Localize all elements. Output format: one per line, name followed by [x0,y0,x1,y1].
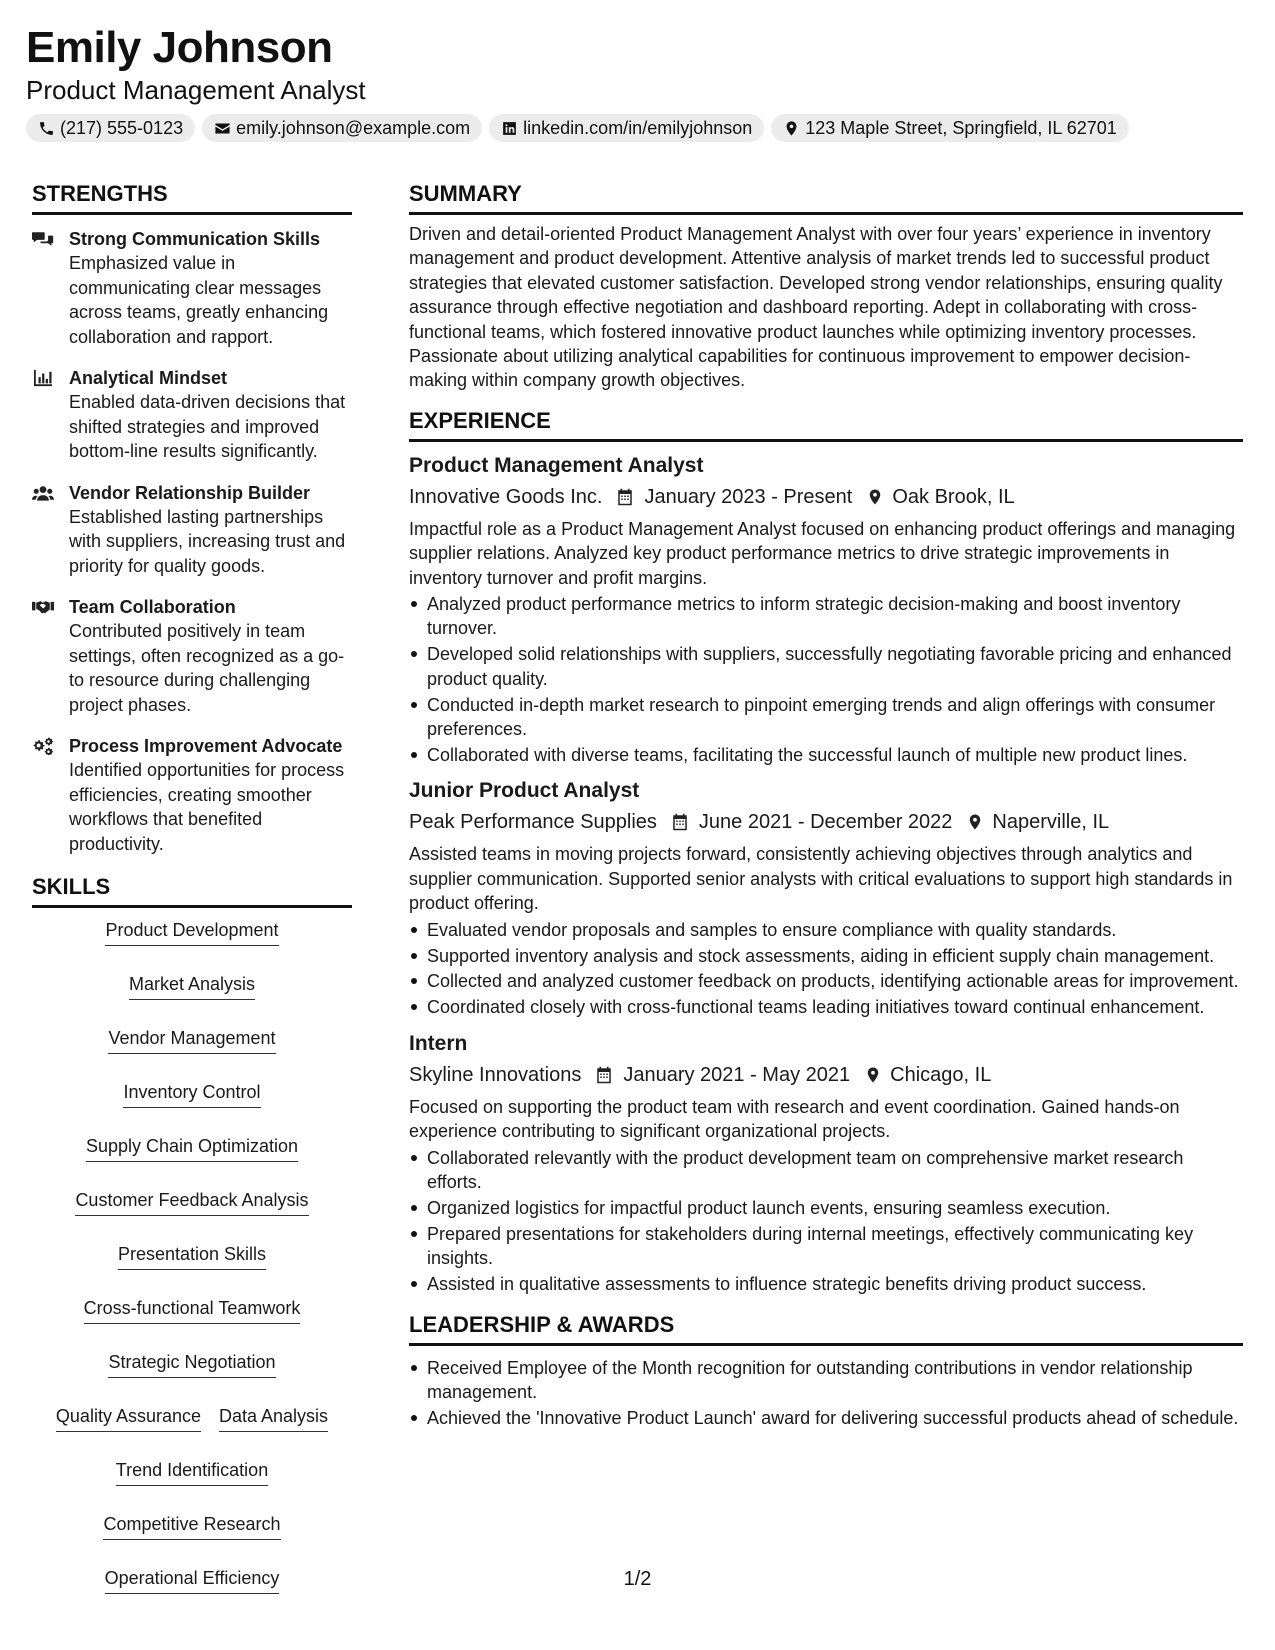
contact-address [771,114,1129,142]
calendar-icon [616,488,634,506]
strength-item [32,227,352,349]
gears-icon [32,737,54,755]
map-pin-icon [966,813,984,831]
job-location: Naperville, IL [992,811,1110,834]
linkedin-icon [501,120,518,137]
page-number: 1/2 [623,1568,652,1590]
list-item: Organized logistics for impactful product launch events, ensuring seamless execution. [409,1196,1243,1220]
candidate-name: Emily Johnson [26,23,333,72]
job-bullets [409,918,1243,1020]
contact-email-text: emily.johnson@example.com [236,117,471,138]
skill-tag: Inventory Control [123,1080,260,1108]
strength-desc: Enabled data-driven decisions that shifted strategies and improved bottom-line results significantly. [69,392,346,461]
skill-tag: Operational Efficiency [105,1566,280,1594]
skill-tag: Cross-functional Teamwork [84,1296,301,1324]
list-item: Received Employee of the Month recognition for outstanding contributions in vendor relationship management. [409,1356,1243,1405]
skill-tag: Competitive Research [103,1512,280,1540]
calendar-icon [595,1066,613,1084]
job-description: Assisted teams in moving projects forward, consistently achieving objectives through analytics and supplier communication. Supported senior analysts with critical evaluations to support high standards in product offering. [409,844,1233,914]
left-column [32,180,352,1594]
phone-icon [38,120,55,137]
list-item: Prepared presentations for stakeholders during internal meetings, effectively communicating key insights. [409,1222,1243,1271]
envelope-icon [214,120,231,137]
awards-list [409,1356,1243,1431]
skill-tag: Product Development [105,918,278,946]
users-icon [32,484,54,502]
handshake-icon [32,598,54,616]
strength-item [32,481,352,579]
resume-header [26,22,1256,142]
contact-phone-text: (217) 555-0123 [60,117,184,138]
skill-tag: Presentation Skills [118,1242,266,1270]
map-pin-icon [783,120,800,137]
job-entry [409,1030,1243,1297]
summary-heading: SUMMARY [409,180,1243,215]
awards-section [409,1311,1243,1431]
summary-section [409,180,1243,393]
job-dates: June 2021 - December 2022 [698,811,953,834]
skill-tag: Customer Feedback Analysis [75,1188,308,1216]
contact-address-text: 123 Maple Street, Springfield, IL 62701 [805,117,1117,138]
list-item: Assisted in qualitative assessments to influence strategic benefits driving product success. [409,1272,1243,1296]
skill-tag: Quality Assurance [56,1404,201,1432]
strengths-heading: STRENGTHS [32,180,352,215]
comments-icon [32,230,54,248]
job-bullets [409,1146,1243,1297]
job-title: Product Management Analyst [409,453,704,477]
list-item: Collaborated with diverse teams, facilitating the successful launch of multiple new product lines. [409,743,1243,767]
skills-list [32,918,352,1594]
job-title: Intern [409,1031,468,1055]
strength-title: Process Improvement Advocate [69,736,343,756]
job-dates: January 2023 - Present [644,485,853,508]
strength-item [32,734,352,856]
map-pin-icon [866,488,884,506]
job-company: Peak Performance Supplies [409,811,657,834]
list-item: Coordinated closely with cross-functional teams leading initiatives toward continual enhancement. [409,995,1243,1019]
list-item: Collected and analyzed customer feedback on products, identifying actionable areas for improvement. [409,969,1243,993]
list-item: Conducted in-depth market research to pinpoint emerging trends and align offerings with consumer preferences. [409,693,1243,742]
strength-title: Vendor Relationship Builder [69,482,311,503]
strength-desc: Established lasting partnerships with suppliers, increasing trust and priority for quality goods. [69,506,346,576]
strength-title: Strong Communication Skills [69,229,321,249]
job-bullets [409,592,1243,767]
list-item: Analyzed product performance metrics to inform strategic decision-making and boost inventory turnover. [409,592,1243,641]
bar-chart-icon [32,369,54,387]
list-item: Collaborated relevantly with the product development team on comprehensive market research efforts. [409,1146,1243,1195]
job-entry [409,452,1243,768]
awards-heading: LEADERSHIP & AWARDS [409,1311,1243,1346]
contact-email[interactable] [202,114,482,142]
skill-tag: Trend Identification [116,1458,268,1486]
skill-tag: Data Analysis [219,1404,328,1432]
job-company: Innovative Goods Inc. [409,485,603,508]
job-location: Oak Brook, IL [892,485,1015,508]
strength-desc: Identified opportunities for process efficiencies, creating smoother workflows that benefited productivity. [69,760,345,854]
list-item: Supported inventory analysis and stock assessments, aiding in efficient supply chain management. [409,944,1243,968]
right-column [409,180,1243,1432]
job-entry [409,777,1243,1019]
strength-title: Analytical Mindset [69,368,228,388]
summary-text: Driven and detail-oriented Product Management Analyst with over four years’ experience in inventory management and product development. Attentive analysis of market trends led to successful product strategies that elevated customer satisfaction. Developed strong vendor relationships, ensuring quality assurance through effective negotiation and dashboard reporting. Adept in collaborating with cross-functional teams, which fostered innovative product launches while optimizing inventory processes. Passionate about utilizing analytical capabilities for continuous improvement to empower decision-making within company growth objectives. [409,224,1223,391]
list-item: Evaluated vendor proposals and samples to ensure compliance with quality standards. [409,918,1243,942]
list-item: Developed solid relationships with suppliers, successfully negotiating favorable pricing and enhanced product quality. [409,642,1243,691]
list-item: Achieved the 'Innovative Product Launch' award for delivering successful products ahead of schedule. [409,1406,1243,1430]
contact-bar [26,114,1256,142]
contact-linkedin-text: linkedin.com/in/emilyjohnson [523,117,753,138]
skill-tag: Market Analysis [129,972,255,1000]
strength-item [32,595,352,717]
job-description: Focused on supporting the product team with research and event coordination. Gained hands-on experience contributing to significant organizational projects. [409,1096,1180,1142]
job-location: Chicago, IL [890,1063,992,1086]
skill-tag: Strategic Negotiation [108,1350,275,1378]
skills-heading: SKILLS [32,873,352,908]
job-title: Junior Product Analyst [409,779,640,803]
contact-phone[interactable] [26,114,195,142]
candidate-title: Product Management Analyst [26,75,366,105]
job-dates: January 2021 - May 2021 [623,1063,851,1086]
experience-heading: EXPERIENCE [409,407,1243,442]
skill-tag: Supply Chain Optimization [86,1134,298,1162]
skills-section [32,873,352,1594]
map-pin-icon [864,1066,882,1084]
strength-title: Team Collaboration [69,597,236,617]
skill-tag: Vendor Management [108,1026,275,1054]
calendar-icon [671,813,689,831]
strength-desc: Contributed positively in team settings, often recognized as a go-to resource during challenging project phases. [69,621,345,715]
job-description: Impactful role as a Product Management Analyst focused on enhancing product offerings and managing supplier relations. Analyzed key product performance metrics to drive strategic improvements in inventory turnover and profit margins. [409,518,1236,588]
strength-item [32,366,352,464]
experience-section [409,407,1243,1297]
strength-desc: Emphasized value in communicating clear messages across teams, greatly enhancing collaboration and rapport. [69,253,329,347]
contact-linkedin[interactable] [489,114,764,142]
job-company: Skyline Innovations [409,1063,582,1086]
strengths-section [32,180,352,856]
